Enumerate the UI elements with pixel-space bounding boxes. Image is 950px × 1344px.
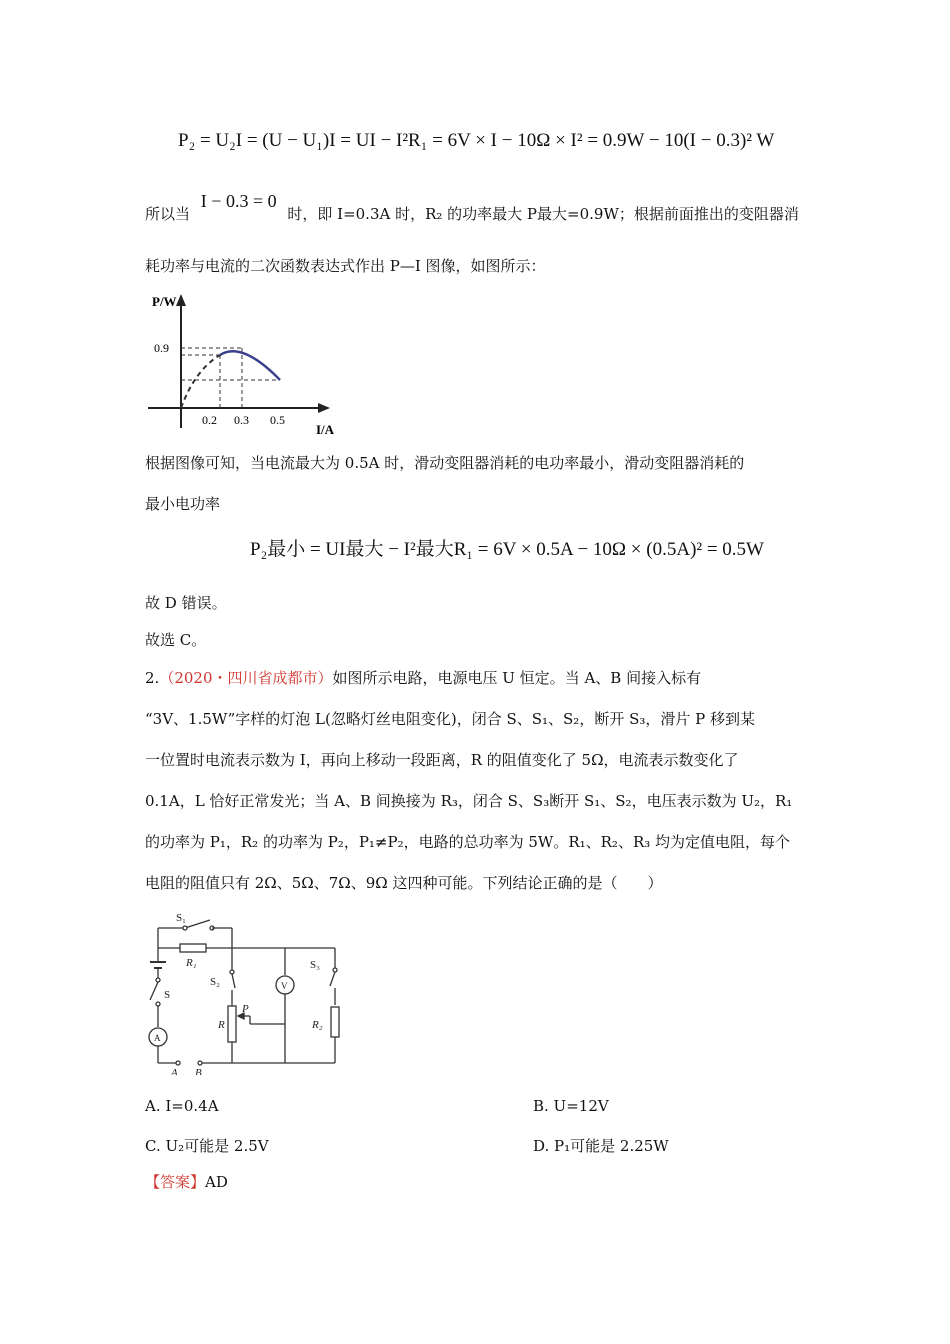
paragraph-1-suffix: 时，即 I=0.3A 时，R₂ 的功率最大 P最大=0.9W；根据前面推出的变阻器消 (287, 205, 799, 223)
question-line-4: 0.1A，L 恰好正常发光；当 A、B 间换接为 R₃，闭合 S、S₃断开 S₁、S₂，电压表示数为 U₂，R₁ (145, 792, 793, 810)
question-line-5: 的功率为 P₁，R₂ 的功率为 P₂，P₁≠P₂，电路的总功率为 5W。R₁、R₂、R₃ 均为定值电阻，每个 (145, 833, 791, 851)
paragraph-1 (145, 191, 799, 224)
label-s: S (164, 989, 171, 1001)
label-r1: R₁ (186, 957, 197, 969)
y-tick-09: 0.9 (154, 341, 169, 355)
x-tick-02: 0.2 (202, 413, 217, 427)
resistor-r2 (331, 1007, 339, 1037)
paragraph-3: 根据图像可知，当电流最大为 0.5A 时，滑动变阻器消耗的电功率最小，滑动变阻器消耗的 (145, 454, 745, 472)
label-terminal-b: B (195, 1067, 202, 1075)
label-r: R (218, 1019, 225, 1031)
answer-line (145, 1172, 228, 1192)
option-d: D. P₁可能是 2.25W (533, 1137, 669, 1155)
label-s2: S₂ (210, 976, 220, 988)
label-terminal-a: A (171, 1067, 178, 1075)
paragraph-1-prefix: 所以当 (145, 205, 191, 223)
y-axis-arrow (176, 294, 186, 306)
answer-value: AD (205, 1173, 228, 1191)
paragraph-5: 故 D 错误。 (145, 594, 227, 612)
question-line-3: 一位置时电流表示数为 I，再向上移动一段距离，R 的阻值变化了 5Ω，电流表示数变化了 (145, 751, 739, 769)
question-line-6: 电阻的阻值只有 2Ω、5Ω、7Ω、9Ω 这四种可能。下列结论正确的是（ ） (145, 874, 663, 892)
answer-label: 【答案】 (145, 1173, 206, 1191)
option-b: B. U=12V (533, 1097, 609, 1115)
y-axis-label: P/W (152, 294, 177, 309)
equation-min-power: P₂最小 = UI最大 − I²最大R₁ = 6V × 0.5A − 10Ω × (0.5A)² = 0.5W (250, 539, 764, 560)
option-a: A. I=0.4A (145, 1097, 219, 1115)
label-r2: R₂ (312, 1019, 323, 1031)
resistor-r1 (180, 944, 206, 952)
question-source: （2020・四川省成都市） (159, 669, 333, 687)
option-c: C. U₂可能是 2.5V (145, 1137, 269, 1155)
label-s3: S₃ (310, 959, 320, 971)
paragraph-2: 耗功率与电流的二次函数表达式作出 P—I 图像，如图所示： (145, 257, 546, 275)
question-line-2: “3V、1.5W”字样的灯泡 L(忽略灯丝电阻变化)，闭合 S、S₁、S₂，断开 S₃，滑片 P 移到某 (145, 710, 756, 728)
x-tick-03: 0.3 (234, 413, 249, 427)
curve-dashed (181, 355, 220, 408)
label-s1: S₁ (176, 912, 186, 924)
terminal-b (198, 1061, 202, 1065)
inline-equation: I − 0.3 = 0 (200, 191, 277, 211)
question-line-1 (145, 668, 701, 688)
question-text-1: 如图所示电路，电源电压 U 恒定。当 A、B 间接入标有 (332, 669, 702, 687)
equation-power-r2: P₂ = U₂I = (U − U₁)I = UI − I²R₁ = 6V × I − 10Ω × I² = 0.9W − 10(I − 0.3)² W (178, 130, 775, 151)
x-tick-05: 0.5 (270, 413, 285, 427)
paragraph-6: 故选 C。 (145, 631, 207, 649)
circuit-diagram (140, 910, 360, 1075)
paragraph-4: 最小电功率 (145, 495, 221, 513)
label-v: V (281, 981, 288, 991)
power-current-graph (140, 288, 340, 438)
x-axis-arrow (318, 403, 330, 413)
curve-solid (220, 351, 280, 380)
rheostat-r (228, 1006, 236, 1042)
x-axis-label: I/A (316, 422, 335, 437)
label-p: P (242, 1003, 249, 1015)
question-number: 2. (145, 669, 160, 687)
label-ammeter: A (154, 1033, 161, 1043)
terminal-a (176, 1061, 180, 1065)
